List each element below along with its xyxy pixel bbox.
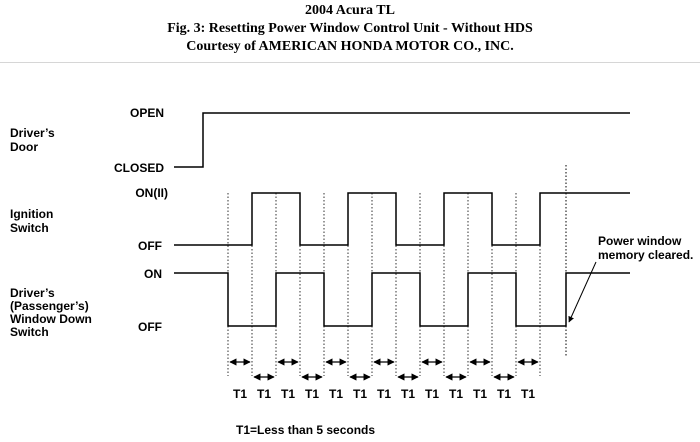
document-title: 2004 Acura TL [305, 3, 395, 18]
transition-guides [228, 193, 540, 376]
signal-door [10, 106, 630, 175]
annotation-arrow [569, 262, 596, 322]
annotation-line-2: memory cleared. [598, 248, 694, 262]
window-label-line-1: Driver’s [10, 286, 55, 300]
signal-ignition [10, 186, 630, 253]
door-waveform [174, 113, 630, 167]
ignition-waveform [174, 193, 630, 245]
window-label-line-3: Window Down [10, 312, 92, 326]
period-label: T1 [256, 387, 272, 401]
window-low-label: OFF [138, 320, 162, 334]
period-label: T1 [424, 387, 440, 401]
figure-caption: Fig. 3: Resetting Power Window Control Unit - Without HDS [167, 21, 533, 36]
ignition-high-label: ON(II) [135, 186, 168, 200]
period-label: T1 [496, 387, 512, 401]
period-label: T1 [328, 387, 344, 401]
period-label: T1 [520, 387, 536, 401]
period-label: T1 [400, 387, 416, 401]
window-high-label: ON [144, 267, 162, 281]
period-label: T1 [232, 387, 248, 401]
courtesy-line: Courtesy of AMERICAN HONDA MOTOR CO., INC. [186, 39, 514, 54]
signal-window-switch [10, 267, 630, 339]
ignition-label-line-2: Switch [10, 221, 49, 235]
period-label: T1 [280, 387, 296, 401]
window-label-line-4: Switch [10, 325, 49, 339]
door-high-label: OPEN [129, 106, 164, 120]
door-label-line-1: Driver’s [10, 126, 55, 140]
period-label: T1 [376, 387, 392, 401]
annotation-line-1: Power window [598, 234, 682, 248]
footnote: T1=Less than 5 seconds [236, 423, 376, 437]
door-label-line-2: Door [10, 140, 38, 154]
period-label: T1 [304, 387, 320, 401]
ignition-low-label: OFF [138, 239, 162, 253]
ignition-label-line-1: Ignition [10, 207, 54, 221]
period-markers [230, 362, 538, 401]
window-label-line-2: (Passenger’s) [10, 299, 89, 313]
door-low-label: CLOSED [113, 161, 164, 175]
window-switch-waveform [174, 273, 630, 326]
period-label: T1 [472, 387, 488, 401]
period-label: T1 [448, 387, 464, 401]
period-label: T1 [352, 387, 368, 401]
